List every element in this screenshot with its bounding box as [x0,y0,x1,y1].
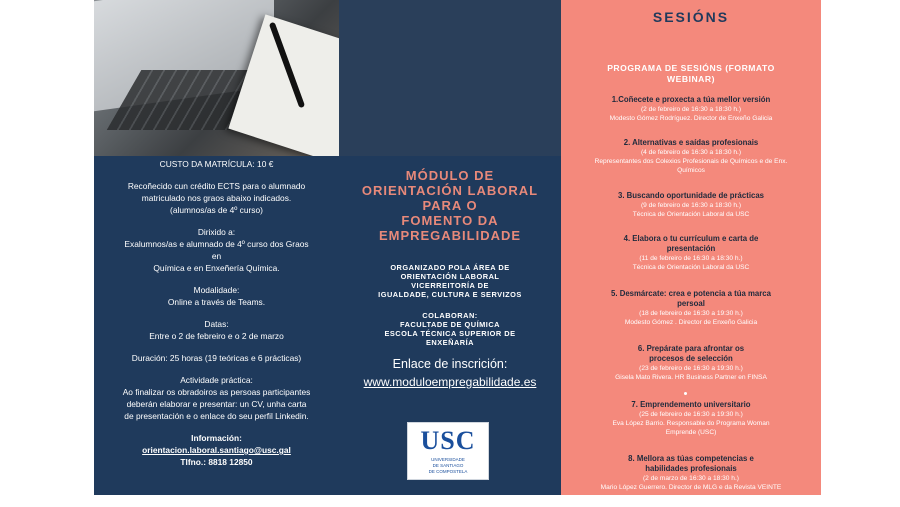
middle-panel [339,0,561,495]
right-panel [561,0,821,495]
session-date: (23 de febreiro de 16:30 a 19:30 h.) [639,365,743,372]
session-speaker: Representantes dos Colexios Profesionais de Químicos e de Enx. Químicos [594,158,788,174]
collaborators-text: COLABORAN: FACULTADE DE QUÍMICA ESCOLA TÉCNICA SUPERIOR DE ENXEÑARÍA [384,311,516,347]
session-item [561,344,821,382]
contact-block [94,432,339,468]
session-speaker: Modesto Gómez Rodríguez. Director de Enxeño Galicia [609,115,773,122]
session-title: 4. Elabora o tu currículum e carta de presentación [623,234,759,253]
sessions-heading: SESIÓNS [652,9,730,25]
session-item [561,400,821,437]
usc-logo-subtext: UNIVERSIDADE DE SANTIAGO DE COMPOSTELA [428,457,468,474]
session-item [561,454,821,492]
session-speaker: Modesto Gómez . Director de Enxeño Galicia [624,319,758,326]
session-item [561,191,821,219]
modalidade-text: Modalidade: Online a través de Teams. [167,285,266,307]
duracion-text: Duración: 25 horas (19 teóricas e 6 prácticas) [131,353,302,363]
program-title: PROGRAMA DE SESIÓNS (FORMATO WEBINAR) [607,63,775,84]
session-title: 5. Desmárcate: crea e potencia a túa marca persoal [611,289,771,308]
session-speaker: Gisela Mato Rivera. HR Business Partner en FINSA [615,374,767,381]
ects-text: Recoñecido cun crédito ECTS para o alumnado matriculado nos graos abaixo indicados. (alumnos/as de 4º curso) [127,181,306,215]
module-title: MÓDULO DE ORIENTACIÓN LABORAL PARA O FOMENTO DA EMPREGABILIDADE [361,168,539,243]
separator-dot [684,392,687,395]
session-speaker: Mario López Guerrero. Director de MLG e da Revista VEINTE [600,484,782,491]
info-label: Información: [191,433,242,443]
session-item [561,95,821,123]
datas-text: Datas: Entre o 2 de febreiro e o 2 de marzo [149,319,284,341]
session-item [561,234,821,272]
dirixido-text: Dirixido a: Exalumnos/as e alumnado de 4º curso dos Graos en Química e en Enxeñería Química. [124,227,309,273]
left-panel [94,0,339,495]
session-date: (18 de febreiro de 16:30 a 19:30 h.) [639,310,743,317]
session-title: 6. Prepárate para afrontar os procesos de selección [637,344,745,363]
session-speaker: Eva López Barrio. Responsable do Programa Woman Emprende (USC) [612,420,770,436]
session-date: (2 de febreiro de 16:30 a 18:30 h.) [640,106,742,113]
session-title: 7. Emprendemento universitario [631,400,751,409]
usc-logo [407,422,489,480]
session-item [561,138,821,175]
session-date: (25 de febreiro de 16:30 a 19:30 h.) [639,411,743,418]
email-link[interactable]: orientacion.laboral.santiago@usc.gal [142,445,291,455]
actividade-text: Actividade práctica: Ao finalizar os obradoiros as persoas participantes deberán elaborar e presentar: un CV, unha carta de presentación e o enlace do seu perfil Linkedin. [122,375,311,421]
registration-label: Enlace de inscrición: [392,357,508,371]
session-date: (4 de febreiro de 16:30 a 18:30 h.) [640,149,742,156]
organizer-text: ORGANIZADO POLA ÁREA DE ORIENTACIÓN LABORAL VICERREITORÍA DE IGUALDADE, CULTURA E SERVIZOS [378,263,522,299]
phone-text: Tlfno.: 8818 12850 [180,457,253,467]
laptop-notebook-photo [94,0,339,156]
session-date: (11 de febreiro de 16:30 a 18:30 h.) [639,255,743,262]
matricula-text: CUSTO DA MATRÍCULA: 10 € [159,159,274,169]
notebook-photo [339,0,561,156]
session-item [561,289,821,327]
session-title: 1.Coñecete e proxecta a túa mellor versión [611,95,771,104]
session-speaker: Técnica de Orientación Laboral da USC [632,211,750,218]
session-date: (2 de marzo de 16:30 a 18:30 h.) [642,475,740,482]
usc-logo-text: USC [420,426,476,455]
session-title: 2. Alternativas e saídas profesionais [623,138,759,147]
session-title: 8. Mellora as túas competencias e habilidades profesionais [628,454,754,473]
registration-link[interactable]: www.moduloempregabilidade.es [363,375,537,389]
session-title: 3. Buscando oportunidade de prácticas [617,191,764,200]
course-info [94,158,339,468]
session-date: (9 de febreiro de 16:30 a 18:30 h.) [640,202,742,209]
session-speaker: Técnica de Orientación Laboral da USC [632,264,750,271]
